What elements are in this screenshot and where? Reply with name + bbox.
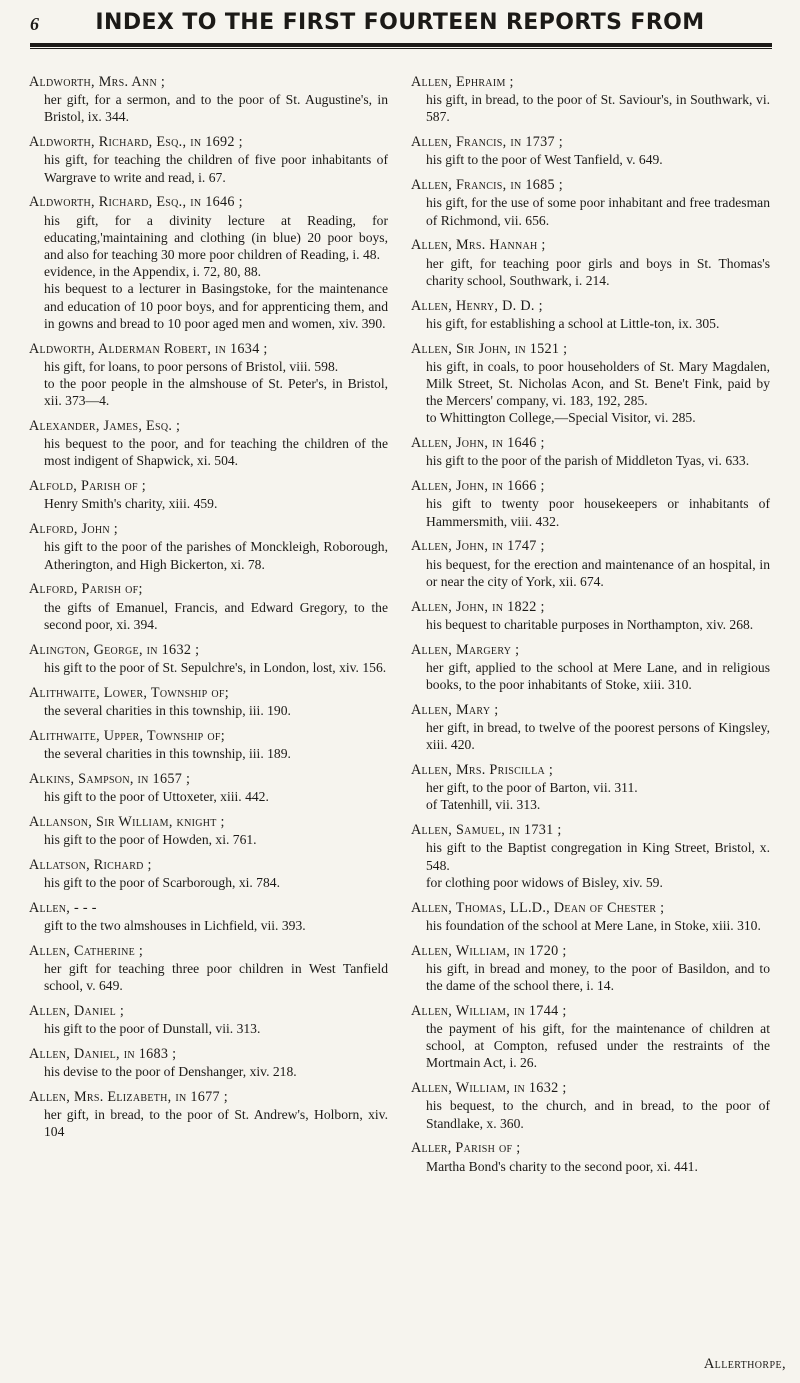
index-entry [29, 727, 388, 762]
entry-heading: Alford, John ; [29, 521, 118, 538]
entry-heading: Allen, - - - [29, 899, 97, 916]
entry-line: the payment of his gift, for the maintenance of children at school, at Compton, refused under the restraints of the Mortmain Act, i. 26. [426, 1021, 770, 1071]
right-column [411, 74, 770, 1183]
entry-line: his gift to the poor of West Tanfield, v. 649. [426, 152, 663, 168]
entry-heading: Alington, George, in 1632 ; [29, 641, 200, 658]
page-title: INDEX TO THE FIRST FOURTEEN REPORTS FROM [95, 10, 705, 35]
index-entry [411, 340, 770, 427]
entry-heading: Allen, Samuel, in 1731 ; [411, 822, 562, 839]
index-entry [411, 478, 770, 530]
page-number: 6 [30, 14, 39, 34]
entry-line: his gift, for the use of some poor inhabitant and free tradesman of Richmond, vii. 656. [426, 195, 770, 228]
entry-heading: Aller, Parish of ; [411, 1140, 521, 1157]
index-entry [411, 641, 770, 694]
entry-heading: Allen, William, in 1744 ; [411, 1002, 567, 1019]
entry-line: the several charities in this township, iii. 190. [44, 702, 291, 718]
entry-heading: Allen, Daniel ; [29, 1002, 125, 1019]
entry-line: her gift, in bread, to twelve of the poorest persons of Kingsley, xiii. 420. [426, 720, 770, 753]
index-entry [411, 1080, 770, 1132]
entry-heading: Allen, Catherine ; [29, 942, 144, 959]
entry-heading: Allen, William, in 1720 ; [411, 942, 567, 959]
entry-line: her gift, applied to the school at Mere Lane, and in religious books, to the poor inhabitants of Stoke, xiii. 310. [426, 659, 770, 693]
index-entry [29, 641, 388, 676]
entry-line: his gift, for establishing a school at Little-ton, ix. 305. [426, 315, 720, 331]
entry-heading: Allen, Mrs. Hannah ; [411, 237, 546, 254]
entry-line: his gift, for a divinity lecture at Reading, for educating,'maintaining and clothing (in blue) 20 poor boys, and also for teaching 30 more poor children of Reading, i. 48. [44, 212, 388, 263]
entry-line: the several charities in this township, iii. 189. [44, 745, 291, 761]
entry-line: his gift, in bread and money, to the poor of Basildon, and to the dame of the school there, i. 14. [426, 960, 770, 994]
entry-line: her gift, for a sermon, and to the poor of St. Augustine's, in Bristol, ix. 344. [44, 92, 388, 125]
index-entry [29, 340, 388, 410]
entry-line: the gifts of Emanuel, Francis, and Edward Gregory, to the second poor, xi. 394. [44, 599, 388, 632]
entry-line: his gift, in bread, to the poor of St. Saviour's, in Southwark, vi. 587. [426, 92, 770, 125]
entry-line: to the poor people in the almshouse of St. Peter's, in Bristol, xii. 373—4. [44, 376, 388, 409]
entry-line: his gift to the poor of the parish of Middleton Tyas, vi. 633. [426, 453, 750, 469]
index-entry [29, 581, 388, 633]
entry-line: her gift, for teaching poor girls and boys in St. Thomas's charity school, Southwark, i. 214. [426, 255, 770, 288]
index-entry [29, 194, 388, 332]
index-entry [411, 1140, 770, 1174]
entry-line: her gift for teaching three poor children in West Tanfield school, v. 649. [44, 960, 388, 994]
entry-line: his gift to the poor of St. Sepulchre's, in London, lost, xiv. 156. [44, 659, 387, 675]
entry-line: gift to the two almshouses in Lichfield, vii. 393. [44, 917, 306, 933]
page-header [0, 0, 800, 60]
header-rule-thick [30, 43, 772, 47]
index-entry [411, 1002, 770, 1072]
index-entry [29, 942, 388, 995]
index-entry [411, 538, 770, 590]
index-entry [29, 74, 388, 126]
entry-line: his bequest to a lecturer in Basingstoke, for the maintenance and education of 10 poor boys, and for apprenticing them, and in gowns and bread to 10 poor aged men and women, xiv. 390. [44, 281, 388, 331]
entry-heading: Allen, John, in 1822 ; [411, 598, 545, 615]
entry-line: his bequest to the poor, and for teaching the children of the most indigent of Shapwick, xi. 504. [44, 436, 388, 469]
index-entry [411, 899, 770, 934]
entry-line: to Whittington College,—Special Visitor, vi. 285. [426, 410, 696, 426]
index-entry [29, 684, 388, 719]
entry-line: his gift to the poor of Dunstall, vii. 313. [44, 1021, 261, 1037]
entry-heading: Aldworth, Richard, Esq., in 1646 ; [29, 194, 243, 211]
entry-heading: Allen, Ephraim ; [411, 74, 514, 90]
index-entry [29, 813, 388, 848]
index-entry [29, 770, 388, 805]
entry-line: his gift to the poor of Howden, xi. 761. [44, 831, 257, 847]
entry-line: his gift to the poor of Uttoxeter, xiii. 442. [44, 788, 269, 804]
entry-heading: Allen, Mrs. Elizabeth, in 1677 ; [29, 1088, 229, 1105]
entry-heading: Allen, Sir John, in 1521 ; [411, 340, 568, 357]
entry-heading: Aldworth, Mrs. Ann ; [29, 74, 166, 90]
header-rule-thin [30, 48, 772, 49]
entry-line: Henry Smith's charity, xiii. 459. [44, 496, 218, 512]
index-entry [411, 598, 770, 633]
index-entry [411, 297, 770, 332]
entry-heading: Allen, Mary ; [411, 701, 499, 718]
entry-line: her gift, in bread, to the poor of St. Andrew's, Holborn, xiv. 104 [44, 1107, 388, 1140]
index-entry [411, 74, 770, 126]
index-entry [29, 899, 388, 934]
entry-line: of Tatenhill, vii. 313. [426, 797, 541, 813]
entry-line: his gift, for teaching the children of five poor inhabitants of Wargrave to write and read, i. 67. [44, 152, 388, 185]
entry-line: for clothing poor widows of Bisley, xiv. 59. [426, 874, 663, 890]
index-entry [29, 418, 388, 470]
index-entry [29, 134, 388, 186]
index-entry [411, 942, 770, 995]
entry-heading: Alkins, Sampson, in 1657 ; [29, 770, 191, 787]
index-entry [29, 478, 388, 512]
entry-line: his gift to the Baptist congregation in King Street, Bristol, x. 548. [426, 840, 770, 873]
index-entry [29, 1045, 388, 1080]
index-entry [29, 1088, 388, 1141]
index-entry [411, 435, 770, 469]
entry-line: her gift, to the poor of Barton, vii. 311. [426, 780, 638, 796]
index-entry [29, 856, 388, 891]
index-entry [29, 1002, 388, 1037]
entry-heading: Alithwaite, Upper, Township of; [29, 727, 225, 744]
entry-heading: Allatson, Richard ; [29, 856, 152, 873]
entry-heading: Allen, John, in 1747 ; [411, 538, 545, 555]
entry-heading: Allen, Francis, in 1737 ; [411, 134, 564, 151]
entry-heading: Alexander, James, Esq. ; [29, 418, 181, 435]
index-entry [411, 177, 770, 229]
entry-heading: Allen, Mrs. Priscilla ; [411, 762, 554, 779]
entry-line: his foundation of the school at Mere Lane, in Stoke, xiii. 310. [426, 917, 761, 933]
entry-line: his gift, in coals, to poor householders of St. Mary Magdalen, Milk Street, St. Nicholas Acon, and St. Bene't Fink, paid by the Mercers' company, vi. 183, 192, 285. [426, 358, 770, 409]
entry-heading: Aldworth, Richard, Esq., in 1692 ; [29, 134, 243, 151]
entry-line: his bequest, to the church, and in bread, to the poor of Standlake, x. 360. [426, 1098, 770, 1131]
entry-heading: Allanson, Sir William, knight ; [29, 813, 225, 830]
entry-heading: Aldworth, Alderman Robert, in 1634 ; [29, 340, 268, 357]
entry-line: his gift, for loans, to poor persons of Bristol, viii. 598. [44, 358, 339, 374]
entry-heading: Allen, Margery ; [411, 641, 520, 658]
entry-heading: Allen, John, in 1666 ; [411, 478, 545, 495]
entry-line: his bequest to charitable purposes in Northampton, xiv. 268. [426, 616, 754, 632]
entry-heading: Alfold, Parish of ; [29, 478, 146, 495]
index-entry [411, 701, 770, 754]
entry-line: his bequest, for the erection and maintenance of an hospital, in or near the city of York, xii. 674. [426, 556, 770, 589]
entry-line: Martha Bond's charity to the second poor, xi. 441. [426, 1158, 698, 1174]
index-entry [411, 237, 770, 289]
entry-heading: Allen, Francis, in 1685 ; [411, 177, 564, 194]
entry-line: his gift to the poor of the parishes of Monckleigh, Roborough, Atherington, and High Bickerton, xi. 78. [44, 539, 388, 572]
left-column [29, 74, 388, 1149]
entry-heading: Alithwaite, Lower, Township of; [29, 684, 229, 701]
entry-line: his devise to the poor of Denshanger, xiv. 218. [44, 1064, 297, 1080]
entry-heading: Alford, Parish of; [29, 581, 143, 598]
index-entry [411, 134, 770, 168]
catchword: Allerthorpe, [703, 1356, 786, 1372]
entry-heading: Allen, John, in 1646 ; [411, 435, 545, 452]
entry-line: evidence, in the Appendix, i. 72, 80, 88. [44, 264, 262, 280]
index-entry [411, 822, 770, 891]
index-entry [411, 762, 770, 814]
index-entry [29, 521, 388, 573]
entry-heading: Allen, William, in 1632 ; [411, 1080, 567, 1097]
entry-heading: Allen, Daniel, in 1683 ; [29, 1045, 177, 1062]
entry-heading: Allen, Henry, D. D. ; [411, 297, 543, 314]
entry-heading: Allen, Thomas, LL.D., Dean of Chester ; [411, 899, 665, 916]
entry-line: his gift to twenty poor housekeepers or inhabitants of Hammersmith, viii. 432. [426, 496, 770, 529]
entry-line: his gift to the poor of Scarborough, xi. 784. [44, 874, 280, 890]
